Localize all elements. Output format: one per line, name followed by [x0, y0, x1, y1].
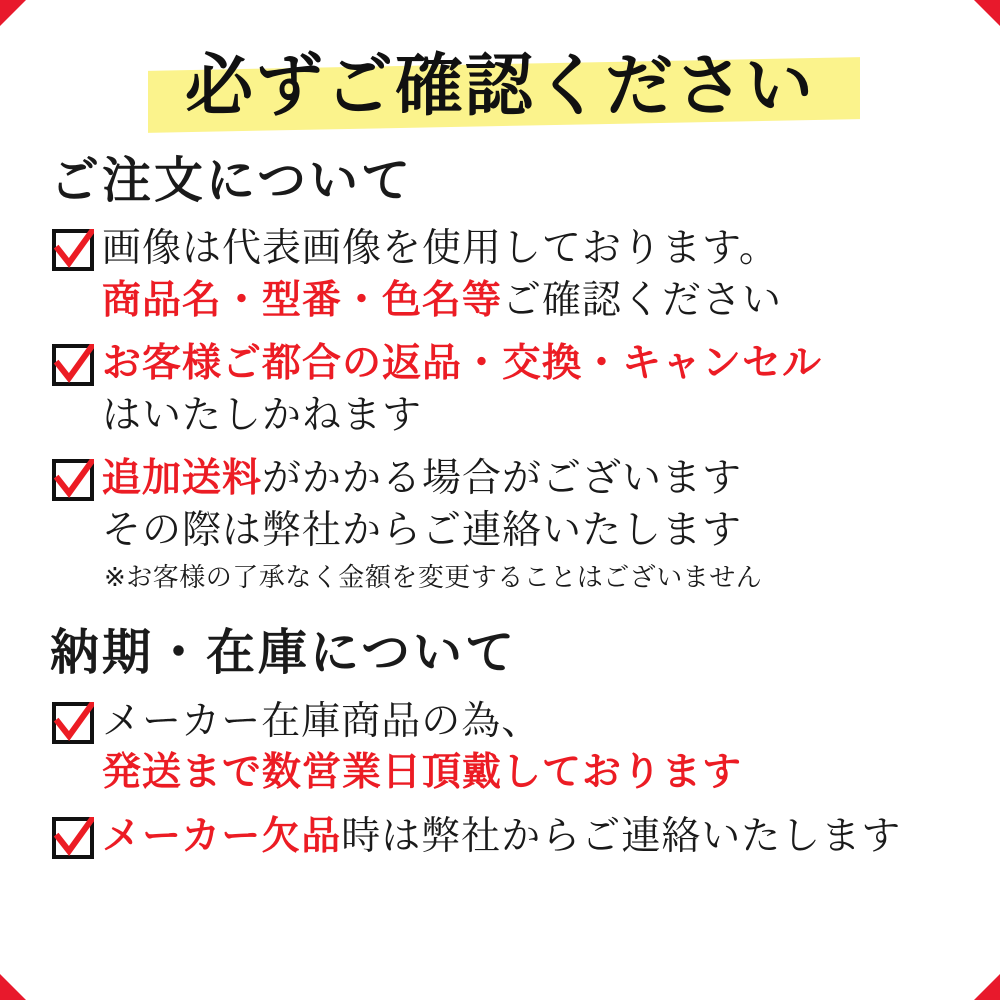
- checkmark-icon: [52, 344, 94, 386]
- checkmark-icon: [52, 229, 94, 271]
- list-item: [52, 811, 956, 862]
- list-item-text: [102, 223, 956, 326]
- emphasis-text: メーカー欠品: [102, 813, 342, 859]
- list-item-line: [102, 811, 956, 862]
- plain-text: ご確認ください: [502, 277, 783, 323]
- list-item: [52, 223, 956, 326]
- list-item: [52, 453, 956, 596]
- list-item-text: [102, 453, 956, 596]
- plain-text: がかかる場合がございます: [262, 456, 743, 502]
- section-heading-delivery-stock: 納期・在庫について: [50, 624, 518, 682]
- list-item-text: [102, 696, 956, 799]
- list-item-line: 画像は代表画像を使用しております。: [102, 226, 779, 272]
- section-heading-orders: ご注文について: [50, 152, 414, 209]
- list-item-line: [102, 275, 956, 326]
- list-item-line: お客様ご都合の返品・交換・キャンセル: [102, 341, 823, 387]
- checkmark-icon: [52, 817, 94, 859]
- list-item-line: 発送まで数営業日頂戴しております: [102, 750, 743, 796]
- list-item: [52, 338, 956, 441]
- list-item-text: [102, 338, 956, 441]
- plain-text: 時は弊社からご連絡いたします: [341, 813, 902, 859]
- emphasis-text: 商品名・型番・色名等: [102, 277, 503, 323]
- emphasis-text: 追加送料: [102, 456, 263, 502]
- list-item-line: [102, 453, 956, 504]
- list-item-note: ※お客様の了承なく金額を変更することはございません: [104, 563, 763, 594]
- list-item-line: はいたしかねます: [102, 392, 423, 438]
- banner: [44, 38, 956, 136]
- list-item: [52, 696, 956, 799]
- checkmark-icon: [52, 702, 94, 744]
- list-item-line: メーカー在庫商品の為、: [102, 698, 542, 744]
- checkmark-icon: [52, 459, 94, 501]
- list-item-text: [102, 811, 956, 862]
- page-title: 必ずご確認ください: [184, 47, 815, 126]
- list-item-line: その際は弊社からご連絡いたします: [102, 507, 743, 553]
